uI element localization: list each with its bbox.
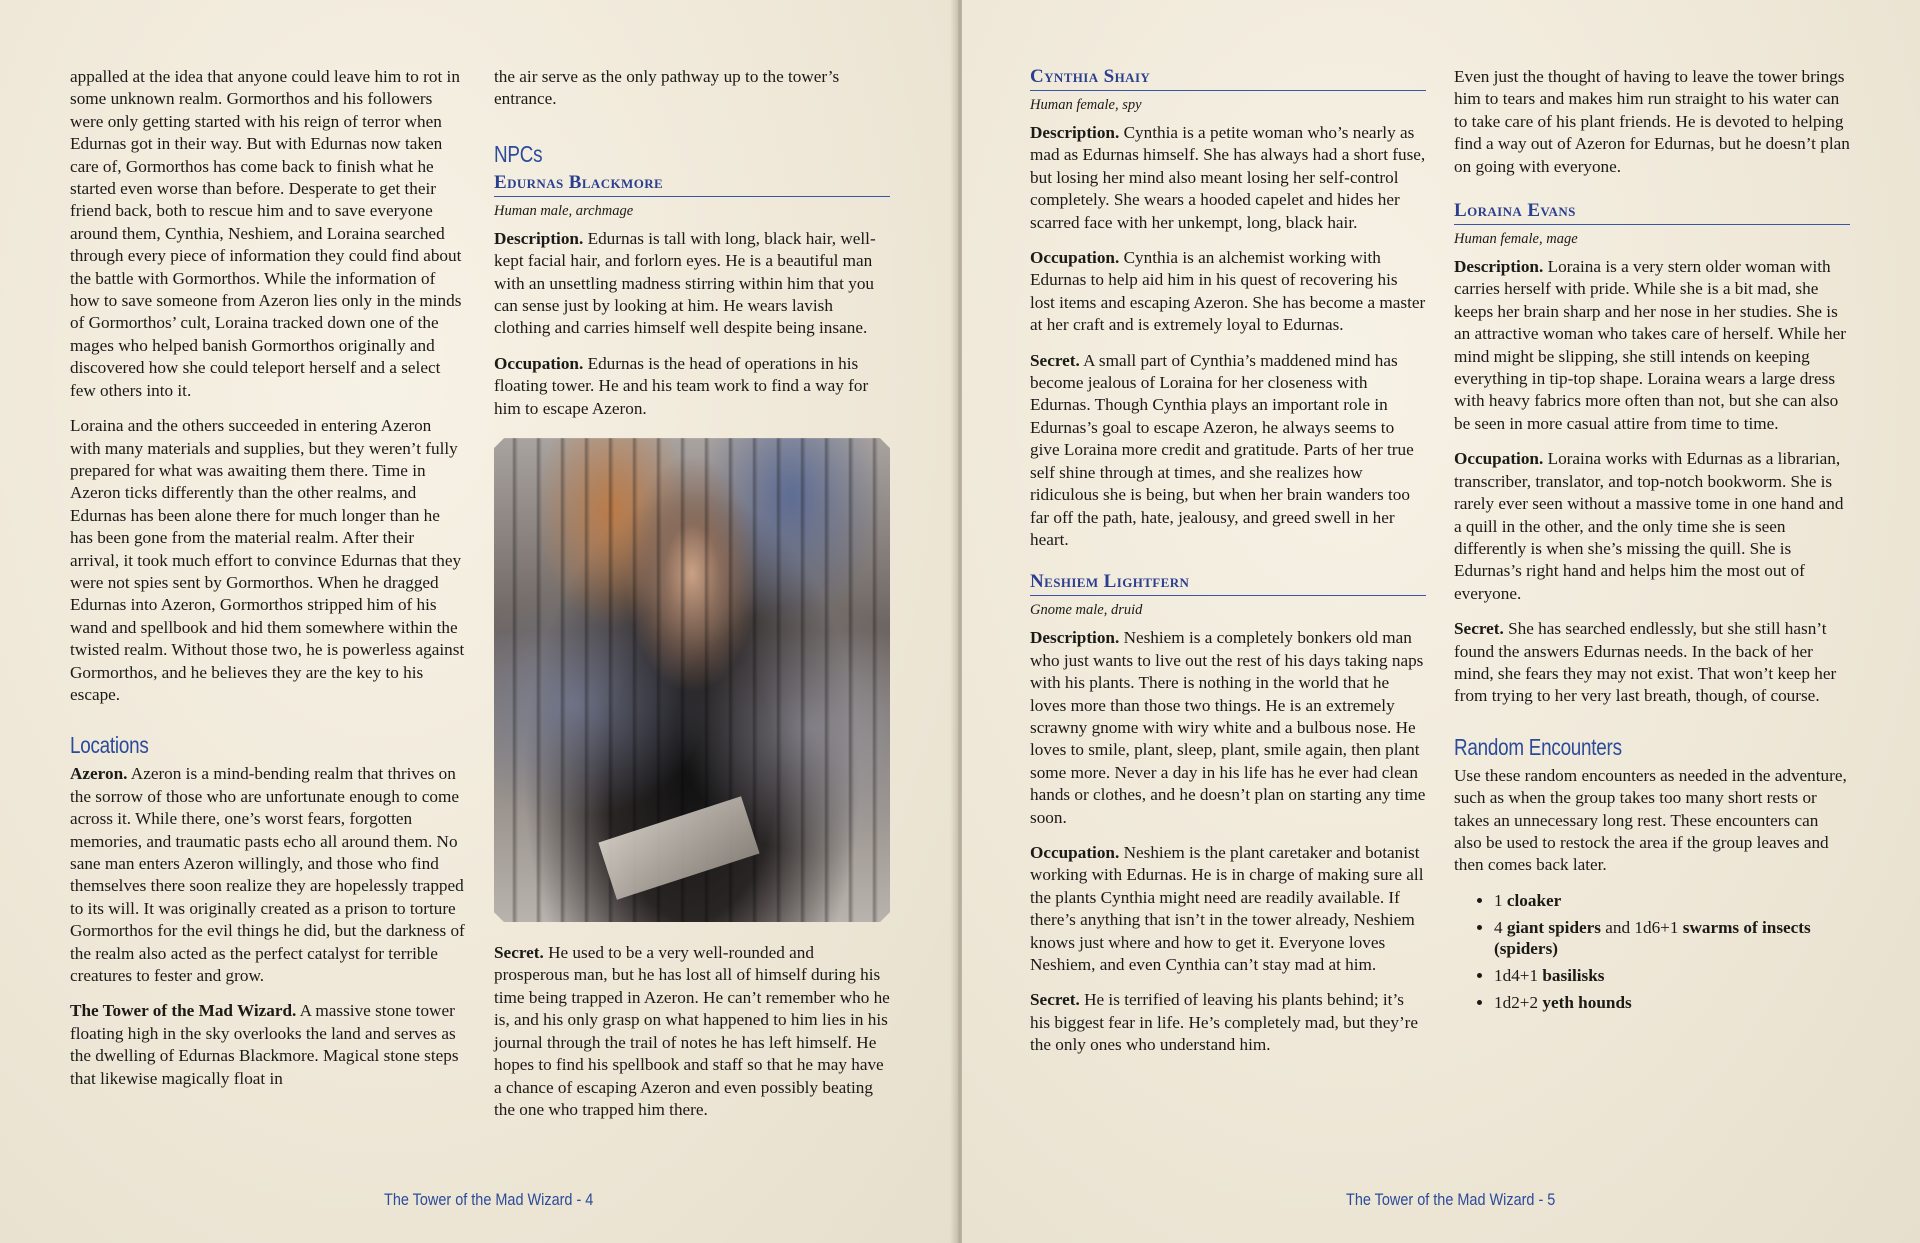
description-label: Description. bbox=[1454, 257, 1544, 277]
edurnas-portrait-illustration bbox=[494, 438, 890, 922]
secret-text: He is terrified of leaving his plants behind; it’s his biggest fear in life. He’s completely mad, but they’re the only ones who understand him. bbox=[1030, 990, 1419, 1055]
paragraph-loraina-occupation bbox=[1454, 448, 1850, 605]
encounter-item bbox=[1494, 965, 1850, 986]
occupation-label: Occupation. bbox=[1454, 449, 1544, 469]
npc-name-loraina: Loraina Evans bbox=[1454, 200, 1850, 225]
secret-label: Secret. bbox=[1030, 350, 1080, 370]
occupation-label: Occupation. bbox=[1030, 842, 1120, 862]
page-footer-left: The Tower of the Mad Wizard - 4 bbox=[384, 1190, 594, 1209]
paragraph-backstory-1: appalled at the idea that anyone could leave him to rot in some unknown realm. Gormorthos and his followers were only getting started with his reign of terror when Edurnas got in their way. But with Edurnas now taken care of, Gormorthos has come back to finish what he started even worse than before. Desperate to get their friend back, both to rescue him and to save everyone around them, Cynthia, Neshiem, and Loraina searched through every piece of information they could find about the battle with Gormorthos. While the information of how to save someone from Azeron lies only in the minds of Gormorthos’ cult, Loraina tracked down one of the mages who helped banish Gormorthos originally and discovered how she could teleport herself and a select few others into it. bbox=[70, 67, 462, 400]
paragraph-cynthia-occupation bbox=[1030, 247, 1426, 337]
azeron-label: Azeron. bbox=[70, 764, 128, 784]
paragraph-edurnas-description bbox=[494, 228, 890, 340]
description-text: Cynthia is a petite woman who’s nearly as mad as Edurnas himself. She has always had a short fuse, but losing her mind also meant losing her self-control completely. She wears a hooded capelet and hides her scarred face with her unkempt, long, black hair. bbox=[1030, 123, 1426, 232]
description-text: Edurnas is tall with long, black hair, well-kept facial hair, and forlorn eyes. He is a beautiful man with an unsettling madness stirring within him that you can sense just by looking at him. He wears lavish clothing and carries himself well despite being insane. bbox=[494, 228, 876, 338]
left-page bbox=[0, 0, 958, 1243]
secret-label: Secret. bbox=[494, 943, 544, 963]
locations-heading: Locations bbox=[70, 732, 149, 759]
left-page-column-2 bbox=[494, 66, 890, 1134]
tower-label: The Tower of the Mad Wizard. bbox=[70, 1001, 297, 1021]
azeron-text: Azeron is a mind-bending realm that thrives on the sorrow of those who are unfortunate enough to come across it. While there, one’s worst fears, forgotten memories, and traumatic pasts echo all around them. No sane man enters Azeron willingly, and those who find themselves there soon realize they are hopelessly trapped to its will. It was originally created as a prison to torture Gormorthos for the evil things he did, but the darkness of the realm also acted as the perfect catalyst for terrible creatures to fester and grow. bbox=[70, 764, 465, 986]
paragraph-neshiem-secret bbox=[1030, 989, 1426, 1056]
tower-text: A massive stone tower floating high in the sky overlooks the land and serves as the dwelling of Edurnas Blackmore. Magical stone steps that likewise magically float in bbox=[70, 1001, 459, 1088]
encounter-creature: giant spiders bbox=[1506, 917, 1601, 937]
encounter-count: 4 bbox=[1494, 917, 1507, 937]
paragraph-cynthia-description bbox=[1030, 122, 1426, 234]
description-text: Neshiem is a completely bonkers old man who just wants to live out the rest of his days taking naps with his plants. There is nothing in the world that he loves more than those two things. He is an extremely scrawny gnome with wiry white and a bulbous nose. He loves to smile, plant, sleep, plant, smile again, then plant some more. Never a day in his life has he ever had clean hands or clothes, and he doesn’t plan on starting any time soon. bbox=[1030, 628, 1426, 827]
paragraph-neshiem-continued: Even just the thought of having to leave the tower brings him to tears and makes him run straight to his water can to take care of his plant friends. He is devoted to helping find a way out of Azeron for Edurnas, but he doesn’t plan on going with everyone. bbox=[1454, 67, 1850, 176]
npc-subtitle-cynthia: Human female, spy bbox=[1030, 97, 1142, 113]
occupation-text: Neshiem is the plant caretaker and botanist working with Edurnas. He is in charge of making sure all the plants Cynthia might need are readily available. If there’s anything that isn’t in the tower already, Neshiem knows just where and how to get it. Everyone loves Neshiem, and even Cynthia can’t stay mad at him. bbox=[1030, 842, 1424, 974]
npc-subtitle-neshiem: Gnome male, druid bbox=[1030, 602, 1143, 619]
description-label: Description. bbox=[1030, 628, 1120, 648]
occupation-text: Edurnas is the head of operations in his floating tower. He and his team work to find a way for him to escape Azeron. bbox=[494, 353, 869, 418]
encounter-item bbox=[1494, 917, 1850, 959]
secret-text: She has searched endlessly, but she still hasn’t found the answers Edurnas needs. In the back of her mind, she fears they may not exist. That won’t keep her from trying to her very last breath, though, of course. bbox=[1454, 619, 1837, 706]
occupation-text: Cynthia is an alchemist working with Edurnas to help aid him in his quest of recovering his lost items and escaping Azeron. She has become a master at her craft and is extremely loyal to Edurnas. bbox=[1030, 248, 1426, 335]
npcs-heading: NPCs bbox=[494, 140, 543, 167]
occupation-label: Occupation. bbox=[494, 353, 584, 373]
secret-text: He used to be a very well-rounded and prosperous man, but he has lost all of himself during his time being trapped in Azeron. He can’t remember who he is, and his only grasp on what happened to him lies in his journal through the trail of notes he has left himself. He hopes to find his spellbook and staff so that he may have a chance of escaping Azeron and even possibly beating the one who trapped him there. bbox=[494, 943, 890, 1119]
encounter-count: 1d2+2 bbox=[1494, 992, 1543, 1012]
encounter-item bbox=[1494, 992, 1850, 1013]
secret-text: A small part of Cynthia’s maddened mind has become jealous of Loraina for her closeness with Edurnas. Though Cynthia plays an important role in Edurnas’s goal to escape Azeron, he always seems to give Loraina more credit and gratitude. Parts of her true self shine through at times, and she realizes how ridiculous she is being, but when her brain wanders too far off the path, hate, jealousy, and greed swell in her heart. bbox=[1030, 350, 1414, 549]
occupation-text: Loraina works with Edurnas as a librarian, transcriber, translator, and top-notch bookworm. She is rarely ever seen without a massive tome in one hand and a quill in the other, and the only time she is seen differently is when she’s missing the quill. She is Edurnas’s right hand and helps him the most out of everyone. bbox=[1454, 449, 1844, 603]
encounter-item bbox=[1494, 890, 1850, 911]
left-page-column-1 bbox=[70, 66, 466, 1103]
right-page-column-2 bbox=[1454, 66, 1850, 1019]
paragraph-backstory-2: Loraina and the others succeeded in entering Azeron with many materials and supplies, but they weren’t fully prepared for what was awaiting them there. Time in Azeron ticks differently than the other realms, and Edurnas has been alone there for much longer than he has been gone from the material realm. After their arrival, it took much effort to convince Edurnas that they were not spies sent by Gormorthos. When he dragged Edurnas into Azeron, Gormorthos stripped him of his wand and spellbook and hid them somewhere within the twisted realm. Without those two, he is powerless against Gormorthos, and he believes they are the key to his escape. bbox=[70, 416, 465, 704]
paragraph-edurnas-secret bbox=[494, 942, 890, 1121]
paragraph-loraina-description bbox=[1454, 256, 1850, 435]
paragraph-neshiem-occupation bbox=[1030, 842, 1426, 976]
paragraph-azeron bbox=[70, 763, 466, 987]
paragraph-tower bbox=[70, 1000, 466, 1090]
encounter-creature: swarms of insects (spiders) bbox=[1494, 917, 1811, 958]
npc-name-edurnas: Edurnas Blackmore bbox=[494, 172, 890, 197]
encounter-connector: and 1d6+1 bbox=[1600, 917, 1683, 937]
npc-subtitle-edurnas: Human male, archmage bbox=[494, 202, 634, 219]
description-label: Description. bbox=[1030, 123, 1120, 142]
encounter-creature: basilisks bbox=[1542, 965, 1605, 985]
right-page bbox=[962, 0, 1920, 1243]
paragraph-cynthia-secret bbox=[1030, 350, 1426, 552]
paragraph-tower-continued: the air serve as the only pathway up to the tower’s entrance. bbox=[494, 67, 840, 109]
encounter-creature: yeth hounds bbox=[1542, 992, 1632, 1012]
encounter-creature: cloaker bbox=[1506, 890, 1562, 910]
encounter-count: 1d4+1 bbox=[1494, 965, 1543, 985]
encounter-list bbox=[1454, 890, 1850, 1013]
secret-label: Secret. bbox=[1454, 619, 1504, 639]
secret-label: Secret. bbox=[1030, 990, 1080, 1010]
paragraph-random-intro: Use these random encounters as needed in the adventure, such as when the group takes too many short rests or takes an unnecessary long rest. These encounters can also be used to restock the area if the group leaves and then comes back later. bbox=[1454, 765, 1847, 875]
paragraph-edurnas-occupation bbox=[494, 353, 890, 420]
description-label: Description. bbox=[494, 228, 584, 248]
encounter-count: 1 bbox=[1494, 890, 1507, 910]
npc-name-cynthia: Cynthia Shaiy bbox=[1030, 66, 1426, 91]
paragraph-loraina-secret bbox=[1454, 618, 1850, 708]
occupation-label: Occupation. bbox=[1030, 248, 1120, 268]
npc-subtitle-loraina: Human female, mage bbox=[1454, 231, 1578, 248]
random-encounters-heading: Random Encounters bbox=[1454, 733, 1622, 760]
right-page-column-1 bbox=[1030, 66, 1426, 1070]
npc-name-neshiem: Neshiem Lightfern bbox=[1030, 571, 1426, 596]
paragraph-neshiem-description bbox=[1030, 627, 1426, 829]
page-footer-right: The Tower of the Mad Wizard - 5 bbox=[1346, 1190, 1556, 1209]
description-text: Loraina is a very stern older woman with carries herself with pride. While she is a bit mad, she keeps her brain sharp and her nose in her studies. She is an attractive woman who takes care of herself. While her mind might be slipping, she still intends on keeping everything in tip-top shape. Loraina wears a large dress with heavy fabrics more often than not, but she can also be seen in more casual attire from time to time. bbox=[1454, 257, 1846, 433]
